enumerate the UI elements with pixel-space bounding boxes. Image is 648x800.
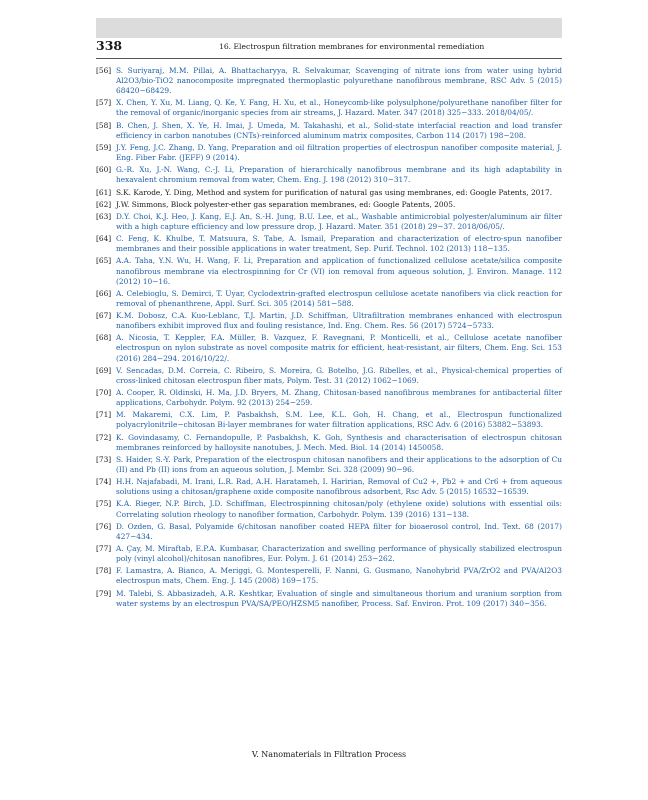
reference-link[interactable]: B. Chen, J. Shen, X. Ye, H. Imai, J. Umeda, M. Takahashi, et al., Solid-state interfacial reaction and load transfer efficiency in carbon nanotubes (CNTs)-reinforced aluminum matrix composites, Carbon 114 (2017) 198−208. <box>116 120 562 140</box>
reference-link[interactable]: A. Celebioglu, S. Demirci, T. Uyar, Cyclodextrin-grafted electrospun cellulose acetate nanofibers via click reaction for removal of phenanthrene, Appl. Surf. Sci. 305 (2014) 581−588. <box>116 288 562 308</box>
reference-link[interactable]: S. Suriyaraj, M.M. Pillai, A. Bhattacharyya, R. Selvakumar, Scavenging of nitrate ions from water using hybrid Al2O3/bio-TiO2 nanocomposite impregnated thermoplastic polyurethane nanofibrous membrane, RSC Adv. 5 (2015) 68420−68429. <box>116 66 562 96</box>
reference-item <box>96 212 562 232</box>
reference-link[interactable]: D.Y. Choi, K.J. Heo, J. Kang, E.J. An, S.-H. Jung, B.U. Lee, et al., Washable antimicrobial polyester/aluminum air filter with a high capture efficiency and low pressure drop, J. Hazard. Mater. 351 (2018) 29−37. 2018/06/05/. <box>116 211 562 231</box>
reference-link[interactable]: D. Ozden, G. Basal, Polyamide 6/chitosan nanofiber coated HEPA filter for bioaerosol control, Ind. Text. 68 (2017) 427−434. <box>116 521 562 541</box>
reference-item <box>96 165 562 185</box>
reference-number: [58] <box>96 120 112 130</box>
reference-number: [77] <box>96 544 112 553</box>
reference-link[interactable]: A.A. Taha, Y.N. Wu, H. Wang, F. Li, Preparation and application of functionalized cellulose acetate/silica composite nanofibrous membrane via electrospinning for Cr (VI) ion removal from aqueous solution, J. Environ. Manage. 112 (2012) 10−16. <box>116 256 562 286</box>
reference-link[interactable]: K. Govindasamy, C. Fernandopulle, P. Pasbakhsh, K. Goh, Synthesis and characterisation of electrospun chitosan membranes reinforced by halloysite nanotubes, J. Mech. Med. Biol. 14 (2014) 1450058. <box>116 432 562 452</box>
reference-item <box>96 388 562 408</box>
reference-link[interactable]: A. Çay, M. Miraftab, E.P.A. Kumbasar, Characterization and swelling performance of physically stabilized electrospun poly (vinyl alcohol)/chitosan nanofibres, Eur. Polym. J. 61 (2014) 253−262. <box>116 544 562 564</box>
reference-link[interactable]: M. Talebi, S. Abbasizadeh, A.R. Keshtkar, Evaluation of single and simultaneous thorium and uranium sorption from water systems by an electrospun PVA/SA/PEO/HZSM5 nanofiber, Process. Saf. Environ. Prot. 109 (2017) 340−356. <box>116 588 562 608</box>
section-footer: V. Nanomaterials in Filtration Process <box>251 750 407 759</box>
reference-link[interactable]: F. Lamastra, A. Bianco, A. Meriggi, G. Montesperelli, F. Nanni, G. Gusmano, Nanohybrid PVA/ZrO2 and PVA/Al2O3 electrospun mats, Chem. Eng. J. 145 (2008) 169−175. <box>116 566 562 586</box>
reference-link[interactable]: H.H. Najafabadi, M. Irani, L.R. Rad, A.H. Haratameh, I. Haririan, Removal of Cu2 +, Pb2 + and Cr6 + from aqueous solutions using a chitosan/graphene oxide composite nanofibrous adsorbent, Rsc Adv. 5 (2015) 16532−16539. <box>116 477 562 497</box>
reference-number: [79] <box>96 588 112 598</box>
reference-number: [63] <box>96 211 112 221</box>
reference-number: [57] <box>96 98 112 108</box>
reference-link[interactable]: M. Makaremi, C.X. Lim, P. Pasbakhsh, S.M. Lee, K.L. Goh, H. Chang, et al., Electrospun functionalized polyacrylonitrile−chitosan Bi-layer membranes for water filtration applications, RSC Adv. 6 (2016) 53882−53893. <box>116 410 562 430</box>
reference-list <box>96 66 562 611</box>
reference-number: [73] <box>96 454 112 464</box>
reference-number: [56] <box>96 66 112 75</box>
reference-item <box>96 455 562 475</box>
reference-number: [68] <box>96 333 112 343</box>
reference-item <box>96 333 562 363</box>
reference-number: [72] <box>96 432 112 442</box>
reference-number: [75] <box>96 499 112 509</box>
reference-item <box>96 289 562 309</box>
reference-number: [78] <box>96 566 112 576</box>
reference-item <box>96 143 562 163</box>
reference-item <box>96 121 562 141</box>
reference-item <box>96 522 562 542</box>
reference-item <box>96 499 562 519</box>
running-title: 16. Electrospun filtration membranes for environmental remediation <box>219 42 485 51</box>
reference-number: [62] <box>96 199 112 209</box>
reference-item <box>96 433 562 453</box>
reference-number: [59] <box>96 142 112 152</box>
page-number: 338 <box>96 38 123 53</box>
reference-item <box>96 366 562 386</box>
reference-item <box>96 544 562 564</box>
reference-number: [66] <box>96 288 112 298</box>
reference-number: [69] <box>96 365 112 375</box>
reference-number: [74] <box>96 477 112 487</box>
reference-item <box>96 98 562 118</box>
reference-item <box>96 188 562 198</box>
reference-link[interactable]: J.Y. Feng, J.C. Zhang, D. Yang, Preparation and oil filtration properties of electrospun nanofiber composite material, J. Eng. Fiber Fabr. (JEFF) 9 (2014). <box>116 142 562 163</box>
header-bar <box>96 18 562 38</box>
reference-link[interactable]: A. Nicosia, T. Keppler, F.A. Müller, B. Vazquez, F. Ravegnani, P. Monticelli, et al., Cellulose acetate nanofiber electrospun on nylon substrate as novel composite matrix for efficient, heat-resistant, air filters, Chem. Eng. Sci. 153 (2016) 284−294. 2016/10/22/. <box>116 333 562 363</box>
header-divider <box>96 58 562 59</box>
reference-number: [60] <box>96 165 112 175</box>
reference-link[interactable]: X. Chen, Y. Xu, M. Liang, Q. Ke, Y. Fang, H. Xu, et al., Honeycomb-like polysulphone/polyurethane nanofiber filter for the removal of organic/inorganic species from air streams, J. Hazard. Mater. 347 (2018) 325−333. 2018/04/05/. <box>116 98 562 118</box>
reference-item <box>96 477 562 497</box>
reference-number: [67] <box>96 311 112 321</box>
reference-item <box>96 66 562 96</box>
reference-number: [65] <box>96 256 112 266</box>
reference-number: [76] <box>96 521 112 531</box>
reference-link[interactable]: K.M. Dobosz, C.A. Kuo-Leblanc, T.J. Martin, J.D. Schiffman, Ultrafiltration membranes enhanced with electrospun nanofibers exhibit improved flux and fouling resistance, Ind. Eng. Chem. Res. 56 (2017) 5724−5733. <box>116 311 562 331</box>
reference-item <box>96 410 562 430</box>
reference-number: [71] <box>96 410 112 420</box>
reference-text: J.W. Simmons, Block polyester-ether gas separation membranes, ed: Google Patents, 2005. <box>116 199 456 209</box>
reference-number: [64] <box>96 234 112 244</box>
reference-item <box>96 256 562 286</box>
reference-link[interactable]: V. Sencadas, D.M. Correia, C. Ribeiro, S. Moreira, G. Botelho, J.G. Ribelles, et al., Physical-chemical properties of cross-linked chitosan electrospun fiber mats, Polym. Test. 31 (2012) 1062−1069. <box>116 365 562 385</box>
reference-item <box>96 311 562 331</box>
reference-item <box>96 566 562 586</box>
reference-number: [70] <box>96 388 112 398</box>
reference-item <box>96 200 562 210</box>
reference-item <box>96 589 562 609</box>
reference-link[interactable]: K.A. Rieger, N.P. Birch, J.D. Schiffman, Electrospinning chitosan/poly (ethylene oxide) solutions with essential oils: Correlating solution rheology to nanofiber formation, Carbohydr. Polym. 139 (2016) 131−138. <box>116 499 562 519</box>
reference-item <box>96 234 562 254</box>
reference-number: [61] <box>96 187 112 197</box>
reference-link[interactable]: G.-R. Xu, J.-N. Wang, C.-J. Li, Preparation of hierarchically nanofibrous membrane and its high adaptability in hexavalent chromium removal from water, Chem. Eng. J. 198 (2012) 310−317. <box>116 165 562 185</box>
reference-link[interactable]: A. Cooper, R. Oldinski, H. Ma, J.D. Bryers, M. Zhang, Chitosan-based nanofibrous membranes for antibacterial filter applications, Carbohydr. Polym. 92 (2013) 254−259. <box>116 388 562 408</box>
reference-link[interactable]: S. Haider, S.-Y. Park, Preparation of the electrospun chitosan nanofibers and their applications to the adsorption of Cu (II) and Pb (II) ions from an aqueous solution, J. Membr. Sci. 328 (2009) 90−96. <box>116 454 562 474</box>
reference-link[interactable]: C. Feng, K. Khulbe, T. Matsuura, S. Tabe, A. Ismail, Preparation and characterization of electro-spun nanofiber membranes and their possible applications in water treatment, Sep. Purif. Technol. 102 (2013) 118−135. <box>116 234 562 254</box>
reference-text: S.K. Karode, Y. Ding, Method and system for purification of natural gas using membranes, ed: Google Patents, 2017. <box>116 187 553 197</box>
